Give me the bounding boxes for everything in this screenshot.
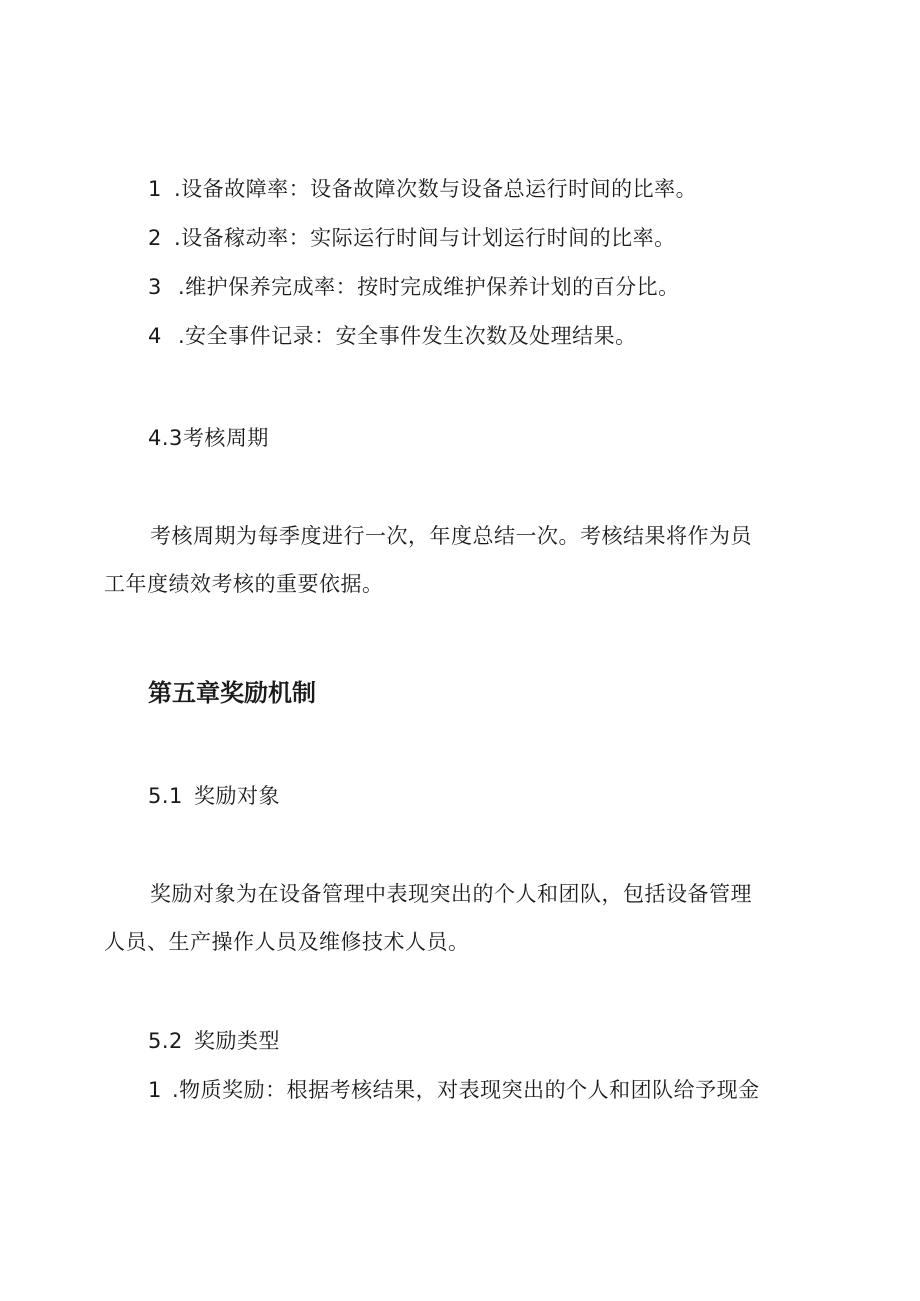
list-item-text: .安全事件记录：安全事件发生次数及处理结果。	[178, 324, 637, 348]
list-item-text: .维护保养完成率：按时完成维护保养计划的百分比。	[178, 275, 680, 299]
list-item-number: 1	[148, 177, 162, 201]
list-item	[148, 224, 676, 252]
paragraph-line: 工年度绩效考核的重要依据。	[104, 572, 384, 596]
paragraph-line: 考核周期为每季度进行一次，年度总结一次。考核结果将作为员	[150, 524, 752, 548]
paragraph-line: 奖励对象为在设备管理中表现突出的个人和团队，包括设备管理	[150, 882, 752, 906]
section-heading-5-2	[148, 1027, 280, 1055]
paragraph-line: 人员、生产操作人员及维修技术人员。	[104, 930, 470, 954]
list-item	[148, 175, 697, 203]
list-item	[148, 273, 680, 301]
list-item	[148, 1076, 760, 1104]
list-item-number: 3	[148, 275, 162, 299]
list-item	[148, 322, 637, 350]
list-item-number: 4	[148, 324, 162, 348]
list-item-text: .物质奖励：根据考核结果，对表现突出的个人和团队给予现金	[172, 1078, 760, 1102]
chapter-title: 第五章奖励机制	[148, 679, 316, 707]
section-number: 5.2	[148, 1029, 183, 1053]
section-title: 奖励类型	[194, 1029, 280, 1053]
section-heading-4-3: 4.3考核周期	[148, 426, 269, 450]
list-item-text: .设备稼动率：实际运行时间与计划运行时间的比率。	[174, 226, 676, 250]
section-heading-5-1	[148, 782, 280, 810]
section-number: 5.1	[148, 784, 183, 808]
list-item-number: 2	[148, 226, 162, 250]
list-item-number: 1	[148, 1078, 162, 1102]
section-title: 奖励对象	[194, 784, 280, 808]
list-item-text: .设备故障率：设备故障次数与设备总运行时间的比率。	[174, 177, 698, 201]
